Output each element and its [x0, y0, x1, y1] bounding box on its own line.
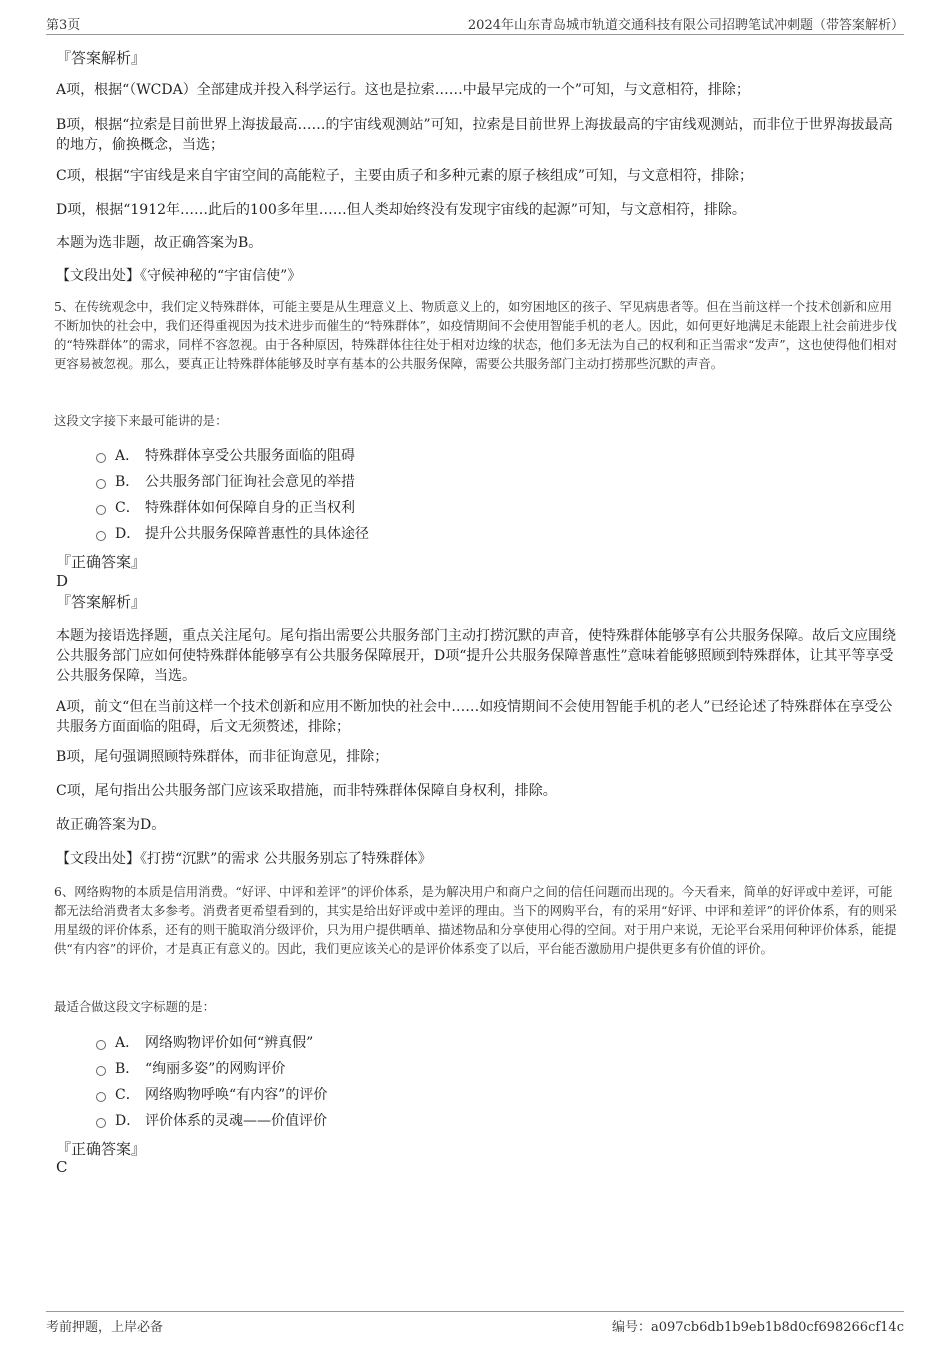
option-text: 公共服务部门征询社会意见的举措 [145, 474, 355, 490]
answer-analysis-label: 『答案解析』 [56, 593, 147, 611]
option-d[interactable] [96, 1111, 596, 1137]
radio-icon[interactable] [96, 479, 106, 489]
page-footer [46, 1311, 904, 1334]
option-letter: C． [115, 500, 140, 516]
correct-answer-label: 『正确答案』 [56, 553, 147, 571]
analysis-paragraph: 本题为接语选择题，重点关注尾句。尾句指出需要公共服务部门主动打捞沉默的声音，使特殊群体能够享有公共服务保障。故后文应围绕公共服务部门应如何使特殊群体能够享有公共服务保障展开，D项“提升公共服务保障普惠性”意味着能够照顾到特殊群体，让其平等享受公共服务保障，当选。 [56, 628, 896, 684]
radio-icon[interactable] [96, 531, 106, 541]
passage-source: 【文段出处】《打捞“沉默”的需求 公共服务别忘了特殊群体》 [56, 851, 432, 867]
option-d[interactable] [96, 524, 596, 550]
document-id: 编号：a097cb6db1b9eb1b8d0cf698266cf14c [611, 1320, 904, 1335]
question-prompt: 最适合做这段文字标题的是： [54, 999, 216, 1014]
page-header [46, 14, 904, 35]
passage-source: 【文段出处】《守候神秘的“宇宙信使”》 [56, 268, 302, 284]
correct-answer: C [56, 1158, 68, 1176]
option-c[interactable] [96, 498, 596, 524]
option-text: 提升公共服务保障普惠性的具体途径 [145, 526, 369, 542]
radio-icon[interactable] [96, 1066, 106, 1076]
analysis-paragraph: A项，前文“但在当前这样一个技术创新和应用不断加快的社会中……如疫情期间不会使用智能手机的老人”已经论述了特殊群体在享受公共服务方面面临的阻碍，后文无须赘述，排除； [56, 699, 893, 735]
option-text: 网络购物评价如何“辨真假” [145, 1035, 314, 1051]
analysis-conclusion: 故正确答案为D。 [56, 817, 166, 833]
option-list [96, 1033, 596, 1137]
radio-icon[interactable] [96, 505, 106, 515]
option-text: 网络购物呼唤“有内容”的评价 [145, 1087, 328, 1103]
option-letter: C． [115, 1087, 140, 1103]
correct-answer: D [56, 572, 69, 590]
option-c[interactable] [96, 1085, 596, 1111]
analysis-paragraph: D项，根据“1912年……此后的100多年里……但人类却始终没有发现宇宙线的起源”可知，与文意相符，排除。 [56, 202, 746, 218]
option-text: 特殊群体如何保障自身的正当权利 [145, 500, 355, 516]
option-list [96, 446, 596, 550]
question-passage: 6、网络购物的本质是信用消费。“好评、中评和差评”的评价体系，是为解决用户和商户之间的信任问题而出现的。今天看来，简单的好评或中差评，可能都无法给消费者太多参考。消费者更希望看到的，其实是给出好评或中差评的理由。当下的网购平台，有的采用“好评、中评和差评”的评价体系，有的则采用星级的评价体系，还有的则干脆取消分级评价，只为用户提供晒单、描述物品和分享使用心得的空间。对于用户来说，无论平台采用何种评价体系，能提供“有内容”的评价，才是真正有意义的。因此，我们更应该关心的是评价体系变了以后，平台能否激励用户提供更多有价值的评价。 [54, 884, 897, 956]
option-letter: B． [115, 474, 140, 490]
correct-answer-label: 『正确答案』 [56, 1140, 147, 1158]
option-a[interactable] [96, 446, 596, 472]
option-letter: D． [115, 1113, 141, 1129]
radio-icon[interactable] [96, 1118, 106, 1128]
option-a[interactable] [96, 1033, 596, 1059]
option-b[interactable] [96, 1059, 596, 1085]
analysis-paragraph: A项，根据“（WCDA）全部建成并投入科学运行。这也是拉索……中最早完成的一个”可知，与文意相符，排除； [56, 82, 750, 98]
footer-slogan: 考前押题，上岸必备 [46, 1320, 164, 1335]
radio-icon[interactable] [96, 1092, 106, 1102]
radio-icon[interactable] [96, 1040, 106, 1050]
option-letter: A． [115, 448, 140, 464]
question-passage: 5、在传统观念中，我们定义特殊群体，可能主要是从生理意义上、物质意义上的，如穷困地区的孩子、罕见病患者等。但在当前这样一个技术创新和应用不断加快的社会中，我们还得重视因为技术进步而催生的“特殊群体”，如疫情期间不会使用智能手机的老人。因此，如何更好地满足未能跟上社会前进步伐的“特殊群体”的需求，同样不容忽视。由于各种原因，特殊群体往往处于相对边缘的状态，他们多无法为自己的权利和正当需求“发声”，这也使得他们相对更容易被忽视。那么，要真正让特殊群体能够及时享有基本的公共服务保障，需要公共服务部门主动打捞那些沉默的声音。 [54, 299, 898, 371]
option-text: 评价体系的灵魂——价值评价 [145, 1113, 327, 1129]
radio-icon[interactable] [96, 453, 106, 463]
analysis-paragraph: C项，尾句指出公共服务部门应该采取措施，而非特殊群体保障自身权利，排除。 [56, 783, 557, 799]
analysis-paragraph: B项，根据“拉索是目前世界上海拔最高……的宇宙线观测站”可知，拉索是目前世界上海拔最高的宇宙线观测站，而非位于世界海拔最高的地方，偷换概念，当选； [56, 117, 893, 153]
answer-analysis-label: 『答案解析』 [56, 49, 147, 67]
question-prompt: 这段文字接下来最可能讲的是： [54, 413, 228, 428]
option-text: “绚丽多姿”的网购评价 [145, 1061, 286, 1077]
document-title: 2024年山东青岛城市轨道交通科技有限公司招聘笔试冲刺题（带答案解析） [467, 18, 904, 33]
option-letter: D． [115, 526, 141, 542]
option-b[interactable] [96, 472, 596, 498]
analysis-paragraph: C项，根据“宇宙线是来自宇宙空间的高能粒子，主要由质子和多种元素的原子核组成”可知，与文意相符，排除； [56, 168, 754, 184]
option-letter: B． [115, 1061, 140, 1077]
page-number: 第3页 [46, 18, 81, 33]
option-text: 特殊群体享受公共服务面临的阻碍 [145, 448, 355, 464]
analysis-conclusion: 本题为选非题，故正确答案为B。 [56, 235, 263, 251]
analysis-paragraph: B项，尾句强调照顾特殊群体，而非征询意见，排除； [56, 749, 389, 765]
option-letter: A． [115, 1035, 140, 1051]
